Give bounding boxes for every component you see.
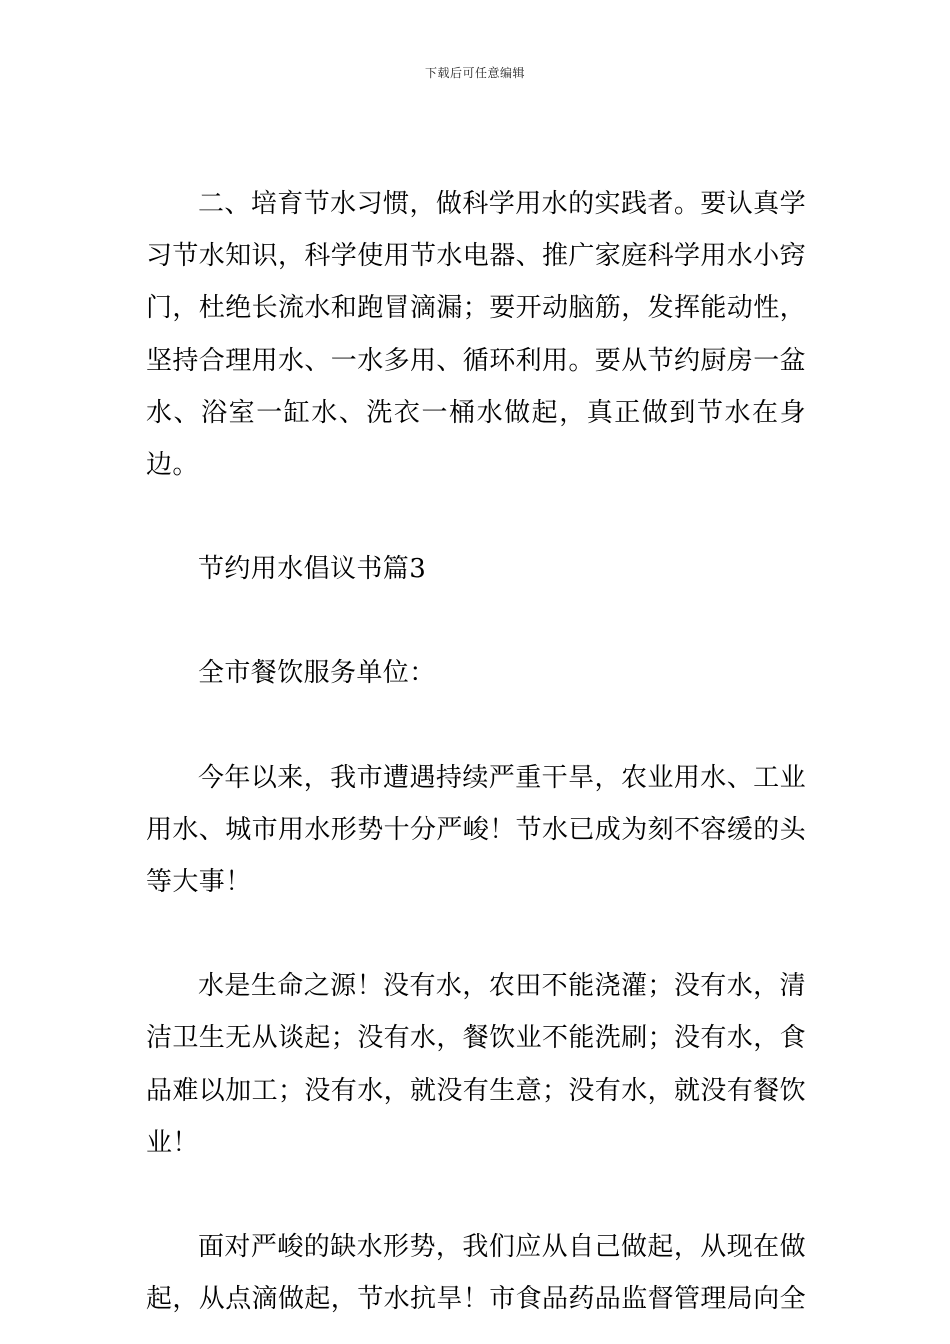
paragraph-gap [146,700,806,752]
paragraph-drought: 今年以来，我市遭遇持续严重干旱，农业用水、工业用水、城市用水形势十分严峻！节水已成为刻不容缓的头等大事！ [146,762,807,898]
paragraph-gap [146,908,806,960]
paragraph-gap [146,595,806,647]
paragraph-gap [146,1169,806,1221]
document-body [146,178,806,1325]
paragraph-water-source: 水是生命之源！没有水，农田不能浇灌；没有水，清洁卫生无从谈起；没有水，餐饮业不能洗刷；没有水，食品难以加工；没有水，就没有生意；没有水，就没有餐饮业！ [146,971,807,1158]
header-note: 下载后可任意编辑 [424,66,525,80]
section-title: 节约用水倡议书篇3 [198,554,427,585]
paragraph-gap [146,491,806,543]
salutation: 全市餐饮服务单位： [198,658,436,689]
paragraph-call-to-action: 面对严峻的缺水形势，我们应从自己做起，从现在做起，从点滴做起，节水抗旱！市食品药品监督管理局向全 [146,1232,807,1315]
paragraph-water-habits: 二、培育节水习惯，做科学用水的实践者。要认真学习节水知识，科学使用节水电器、推广家庭科学用水小窍门，杜绝长流水和跑冒滴漏；要开动脑筋，发挥能动性，坚持合理用水、一水多用、循环利用。要从节约厨房一盆水、浴室一缸水、洗衣一桶水做起，真正做到节水在身边。 [146,189,807,481]
